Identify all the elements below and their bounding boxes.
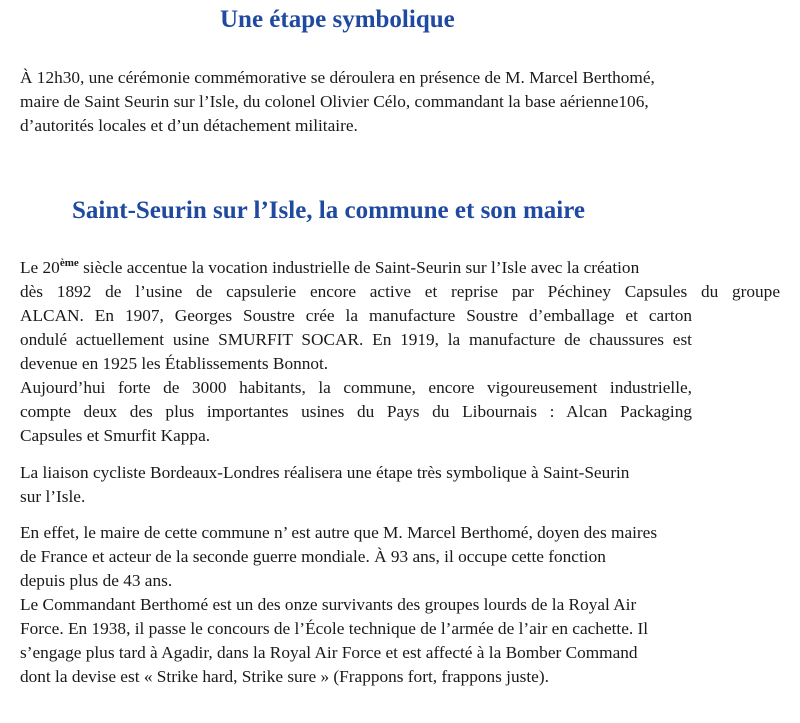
section-title-etape: Une étape symbolique [220, 6, 455, 33]
paragraph-ceremony [20, 66, 780, 138]
paragraph-mayor [20, 521, 780, 689]
text-line: Aujourd’hui forte de 3000 habitants, la commune, encore vigoureusement industrielle, [20, 378, 692, 397]
paragraph-cycling [20, 461, 780, 509]
text-line: devenue en 1925 les Établissements Bonnot. [20, 354, 329, 373]
text-fragment: Le 20 [20, 258, 60, 277]
ordinal-suffix: ème [59, 257, 79, 269]
text-line: depuis plus de 43 ans. [20, 571, 173, 590]
text-line: sur l’Isle. [20, 487, 86, 506]
text-line: d’autorités locales et d’un détachement militaire. [20, 116, 358, 135]
text-line: La liaison cycliste Bordeaux-Londres réalisera une étape très symbolique à Saint-Seurin [20, 463, 630, 482]
text-line: dont la devise est « Strike hard, Strike sure » (Frappons fort, frappons juste). [20, 667, 549, 686]
text-line: dès 1892 de l’usine de capsulerie encore active et reprise par Péchiney Capsules du groupe [20, 282, 780, 301]
text-line: de France et acteur de la seconde guerre mondiale. À 93 ans, il occupe cette fonction [20, 547, 606, 566]
text-line: À 12h30, une cérémonie commémorative se déroulera en présence de M. Marcel Berthomé, [20, 68, 655, 87]
text-line: Le Commandant Berthomé est un des onze survivants des groupes lourds de la Royal Air [20, 595, 637, 614]
text-line: ondulé actuellement usine SMURFIT SOCAR. En 1919, la manufacture de chaussures est [20, 330, 692, 349]
paragraph-history [20, 256, 780, 448]
text-line: Force. En 1938, il passe le concours de l’École technique de l’armée de l’air en cachette. Il [20, 619, 649, 638]
text-fragment: siècle accentue la vocation industrielle de Saint-Seurin sur l’Isle avec la création [78, 258, 640, 277]
text-line [20, 256, 780, 280]
section-title-commune: Saint-Seurin sur l’Isle, la commune et son maire [72, 197, 585, 224]
text-line: En effet, le maire de cette commune n’ est autre que M. Marcel Berthomé, doyen des maires [20, 523, 658, 542]
text-line: s’engage plus tard à Agadir, dans la Royal Air Force et est affecté à la Bomber Command [20, 643, 638, 662]
text-line: Capsules et Smurfit Kappa. [20, 426, 211, 445]
text-line: maire de Saint Seurin sur l’Isle, du colonel Olivier Célo, commandant la base aérienne106, [20, 92, 649, 111]
text-line: ALCAN. En 1907, Georges Soustre crée la manufacture Soustre d’emballage et carton [20, 306, 692, 325]
text-line: compte deux des plus importantes usines du Pays du Libournais : Alcan Packaging [20, 402, 692, 421]
